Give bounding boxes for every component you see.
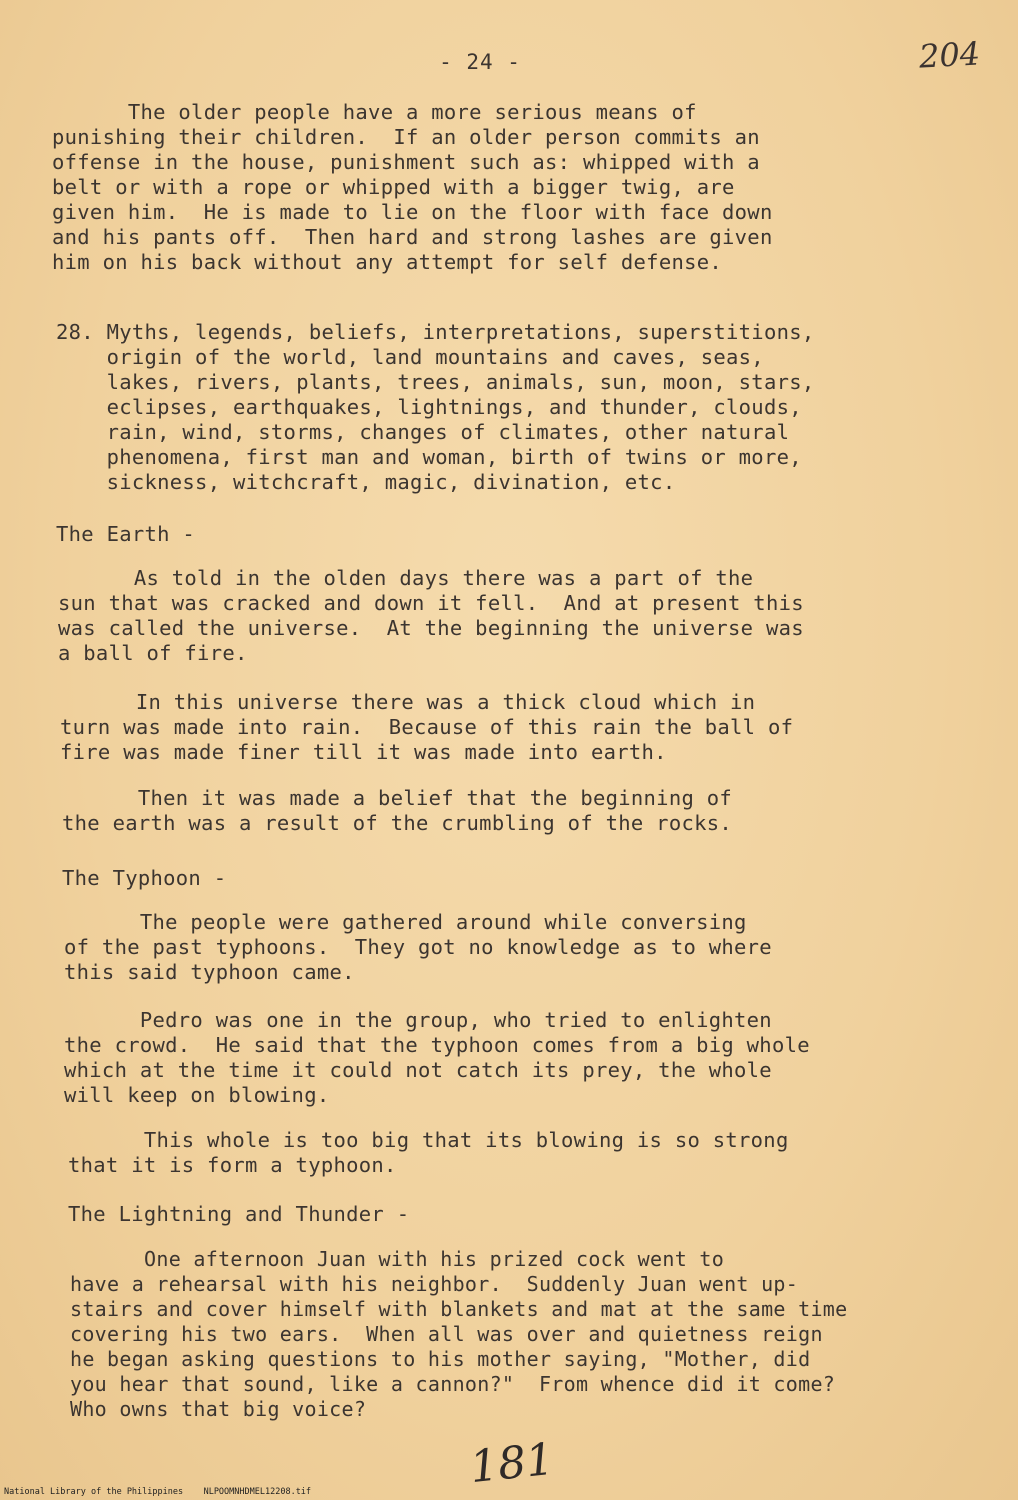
paragraph-typhoon-2: Pedro was one in the group, who tried to enlighten the crowd. He said that the typhoon comes from a big whole which at the time it could not catch its prey, the whole will keep on blowing. [64, 1008, 810, 1107]
paragraph-earth-3: Then it was made a belief that the beginning of the earth was a result of the crumbling of the rocks. [62, 786, 733, 835]
heading-lightning-and-thunder: The Lightning and Thunder - [68, 1202, 410, 1226]
paragraph-lightning-1: One afternoon Juan with his prized cock went to have a rehearsal with his neighbor. Suddenly Juan went up- stairs and cover himself with blankets and mat at the same time covering his two ears. When all was over and quietness reign he began asking questions to his mother saying, "Mother, did you hear that sound, like a cannon?" From whence did it come? Who owns that big voice? [70, 1247, 848, 1421]
paragraph-punishment: The older people have a more serious means of punishing their children. If an older person commits an offense in the house, punishment such as: whipped with a belt or with a rope or whipped with a bigger twig, are given him. He is made to lie on the floor with face down and his pants off. Then hard and strong lashes are given him on his back without any attempt for self defense. [52, 100, 773, 274]
paragraph-typhoon-3: This whole is too big that its blowing is so strong that it is form a typhoon. [68, 1128, 789, 1177]
paragraph-item-28: 28. Myths, legends, beliefs, interpretations, superstitions, origin of the world, land mountains and caves, seas, lakes, rivers, plants, trees, animals, sun, moon, stars, eclipses, earthquakes, lightnings, and thunder, clouds, rain, wind, storms, changes of climates, other natural phenomena, first man and woman, birth of twins or more, sickness, witchcraft, magic, divination, etc. [56, 320, 815, 494]
handwritten-folio-number: 181 [467, 1433, 557, 1494]
paragraph-typhoon-1: The people were gathered around while conversing of the past typhoons. They got no knowledge as to where this said typhoon came. [64, 910, 772, 984]
archive-footer: National Library of the Philippines NLPOOMNHDMEL12208.tif [4, 1487, 312, 1497]
archive-number: 204 [917, 34, 981, 76]
page-number: - 24 - [439, 50, 521, 74]
paragraph-earth-2: In this universe there was a thick cloud which in turn was made into rain. Because of this rain the ball of fire was made finer till it was made into earth. [60, 690, 794, 764]
paragraph-earth-1: As told in the olden days there was a part of the sun that was cracked and down it fell. And at present this was called the universe. At the beginning the universe was a ball of fire. [58, 566, 804, 665]
heading-the-typhoon: The Typhoon - [62, 866, 227, 890]
heading-the-earth: The Earth - [56, 522, 196, 546]
